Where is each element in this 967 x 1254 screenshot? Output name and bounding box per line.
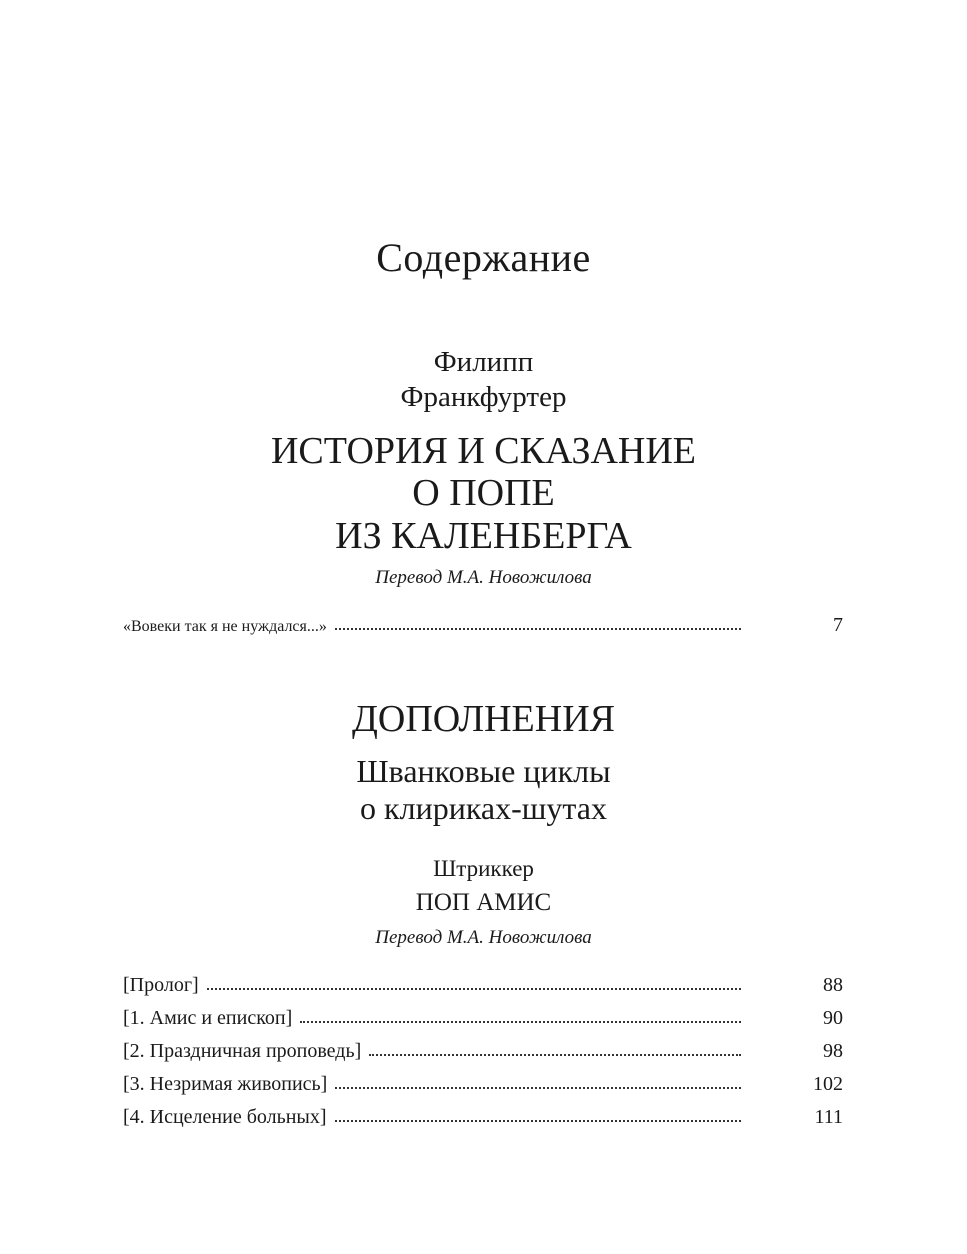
section2-subheading-line-2: о клириках-шутах: [360, 790, 607, 826]
toc-entry-page: 98: [823, 1040, 843, 1062]
toc-entry-page: 90: [823, 1007, 843, 1029]
toc-entry[interactable]: [123, 1007, 843, 1035]
toc-entry[interactable]: [123, 974, 843, 1002]
toc-entry-title: [2. Праздничная проповедь]: [123, 1040, 362, 1062]
toc-entry[interactable]: [123, 1040, 843, 1068]
toc-entry-title: [4. Исцеление больных]: [123, 1106, 327, 1128]
section1-title-line-1: ИСТОРИЯ И СКАЗАНИЕ: [270, 430, 697, 472]
toc-entry-title: [3. Незримая живопись]: [123, 1073, 328, 1095]
toc-entry[interactable]: [123, 1106, 843, 1134]
section1-translator: Перевод М.А. Новожилова: [375, 567, 592, 588]
toc-entry-title: [1. Амис и епископ]: [123, 1007, 293, 1029]
toc-entry-leader: [335, 628, 741, 630]
section1-title-line-3: ИЗ КАЛЕНБЕРГА: [335, 515, 632, 557]
section1-title-line-2: О ПОПЕ: [412, 472, 555, 514]
toc-entry-page: 88: [823, 974, 843, 996]
page-title: Содержание: [376, 235, 591, 280]
section2-subheading-line-1: Шванковые циклы: [356, 753, 611, 789]
section2-translator: Перевод М.А. Новожилова: [375, 927, 592, 948]
toc-entry-page: 111: [814, 1106, 843, 1128]
section2-heading: ДОПОЛНЕНИЯ: [351, 698, 615, 740]
section2-author: Штриккер: [433, 856, 534, 881]
toc-entry-leader: [369, 1054, 741, 1056]
toc-entry-leader: [335, 1087, 741, 1089]
toc-entry-leader: [207, 988, 741, 990]
toc-entry-page: 102: [813, 1073, 843, 1095]
toc-entry-title: [Пролог]: [123, 974, 199, 996]
section1-author-first-name: Филипп: [433, 346, 534, 378]
toc-entry-title: «Вовеки так я не нуждался...»: [123, 618, 327, 635]
section2-title: ПОП АМИС: [415, 889, 552, 916]
toc-entry[interactable]: [123, 614, 843, 642]
toc-entry-leader: [335, 1120, 741, 1122]
toc-entry[interactable]: [123, 1073, 843, 1101]
section1-author-last-name: Франкфуртер: [400, 381, 567, 413]
toc-entry-leader: [300, 1021, 741, 1023]
toc-entry-page: 7: [833, 614, 843, 636]
